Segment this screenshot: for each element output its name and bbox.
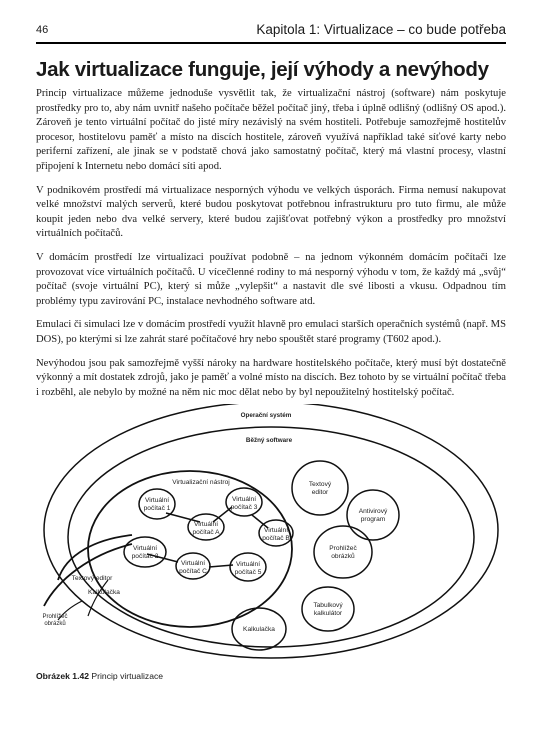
label-text-editor-b: editor [311, 489, 329, 496]
page-header [36, 22, 506, 40]
label-vmA-a: Virtuální [193, 521, 219, 528]
paragraph: V podnikovém prostředí má virtualizace nesporných výhodu ve velkých úsporách. Firma nemusí nakupovat velké množství malých serverů, které budou poskytovat potřebnou infrastrukturu pro tuto firmu, ale může koupit jeden nebo dva velké servery, které budou zajišťovat potřebný výkon a prostředky pro množství virtuálních počítačů. [36, 184, 506, 240]
tool-ellipse [88, 471, 292, 627]
label-image-viewer-a: Prohlížeč [329, 545, 357, 552]
figure-number: Obrázek 1.42 [36, 671, 90, 681]
label-tool: Virtualizační nástroj [172, 479, 230, 486]
label-antivirus-a: Antivirový [358, 508, 388, 515]
label-software: Běžný software [245, 437, 293, 444]
paragraph: Nevýhodou jsou pak samozřejmě vyšší nároky na hardware hostitelského počítače, který musí být dostatečně výkonný a mít dostatek zdrojů, jako je paměť a volné místo na discích. Bez tohoto by se virtuální počítač třeba i rozběhl, ale nebylo by možné na něm nic moc dělat nebo by byl nepoužitelný hostitelský počítač. [36, 357, 506, 398]
antivirus-circle [347, 490, 399, 540]
label-image-viewer-left-a: Prohlížeč [42, 614, 68, 620]
label-vm3-b: počítač 3 [230, 504, 258, 511]
label-vmB-b: počítač B [262, 535, 290, 542]
spiral-arc [88, 580, 108, 616]
label-image-viewer-left-b: obrázků [44, 621, 66, 627]
paragraph: V domácím prostředí lze virtualizaci používat podobně – na jednom výkonném domácím počítači lze provozovat více virtuálních počítačů. U vícečlenné rodiny to má nesporný výhodu v tom, že každý má „svůj“ počítač (svoje virtuální PC), který si může „vylepšit“ a nastavit dle své libosti a vkusu. Odpadnou tím problémy typu zavirování PC, instalace nevhodného software atd. [36, 251, 506, 307]
section-title: Jak virtualizace funguje, její výhody a nevýhody [36, 58, 489, 81]
body-text [36, 87, 506, 409]
label-vm2-a: Virtuální [132, 545, 158, 552]
label-os: Operační systém [240, 412, 292, 419]
label-vm1-b: počítač 1 [143, 505, 171, 512]
virtualization-diagram [36, 404, 506, 664]
label-calculator: Kalkulačka [243, 626, 275, 633]
paragraph: Princip virtualizace můžeme jednoduše vysvětlit tak, že virtualizační nástroj (software) nám poskytuje prostředky pro to, aby nám uvnitř našeho počítače běžel počítač jiný, třeba i úplně odlišný (odlišný OS apod.). Zároveň je tento virtuální počítač do jisté míry nezávislý na svém hostiteli. Potřebuje samozřejmě hostitelův procesor, hostitelovu paměť a místo na discích hostitele, zároveň využívá například také síťové karty nebo periferní zařízení, ale jinak se v podstatě chová jako samostatný počítač, který má vlastní procesy, vlastní připojení k Internetu nebo domácí síti apod. [36, 88, 506, 172]
vm1-circle [139, 489, 175, 519]
figure-caption [36, 671, 506, 681]
text-editor-circle [292, 461, 348, 515]
label-vmA-b: počítač A [192, 529, 220, 536]
label-vm3-a: Virtuální [231, 496, 257, 503]
label-vm5-a: Virtuální [235, 561, 261, 568]
label-vmC-a: Virtuální [180, 560, 206, 567]
label-antivirus-b: program [360, 516, 386, 523]
chapter-title: Kapitola 1: Virtualizace – co bude potřeba [256, 22, 506, 37]
figure-caption-text: Princip virtualizace [91, 671, 164, 681]
label-calculator-left: Kalkulačka [88, 589, 120, 596]
label-vmB-a: Virtuální [263, 527, 289, 534]
image-viewer-circle [314, 526, 372, 578]
label-vm1-a: Virtuální [144, 497, 170, 504]
label-text-editor-a: Textový [308, 481, 332, 488]
label-text-editor-left: Textový editor [71, 575, 113, 582]
page-number: 46 [36, 24, 49, 36]
paragraph: Emulaci či simulaci lze v domácím prostředí využít hlavně pro emulaci starších operačních systémů (např. MS DOS), po kterými si lze zahrát staré počítačové hry nebo spouštět staré programy (T602 apod.). [36, 319, 506, 345]
header-rule [36, 42, 506, 44]
label-spreadsheet-a: Tabulkový [313, 602, 343, 609]
label-vm5-b: počítač 5 [234, 569, 262, 576]
label-vm2-b: počítač 2 [131, 553, 159, 560]
label-vmC-b: počítač C [179, 568, 207, 575]
spreadsheet-circle [302, 587, 354, 631]
label-spreadsheet-b: kalkulátor [313, 610, 343, 617]
label-image-viewer-b: obrázků [331, 553, 355, 560]
diagram-svg [36, 404, 506, 664]
vm2-circle [124, 537, 166, 567]
